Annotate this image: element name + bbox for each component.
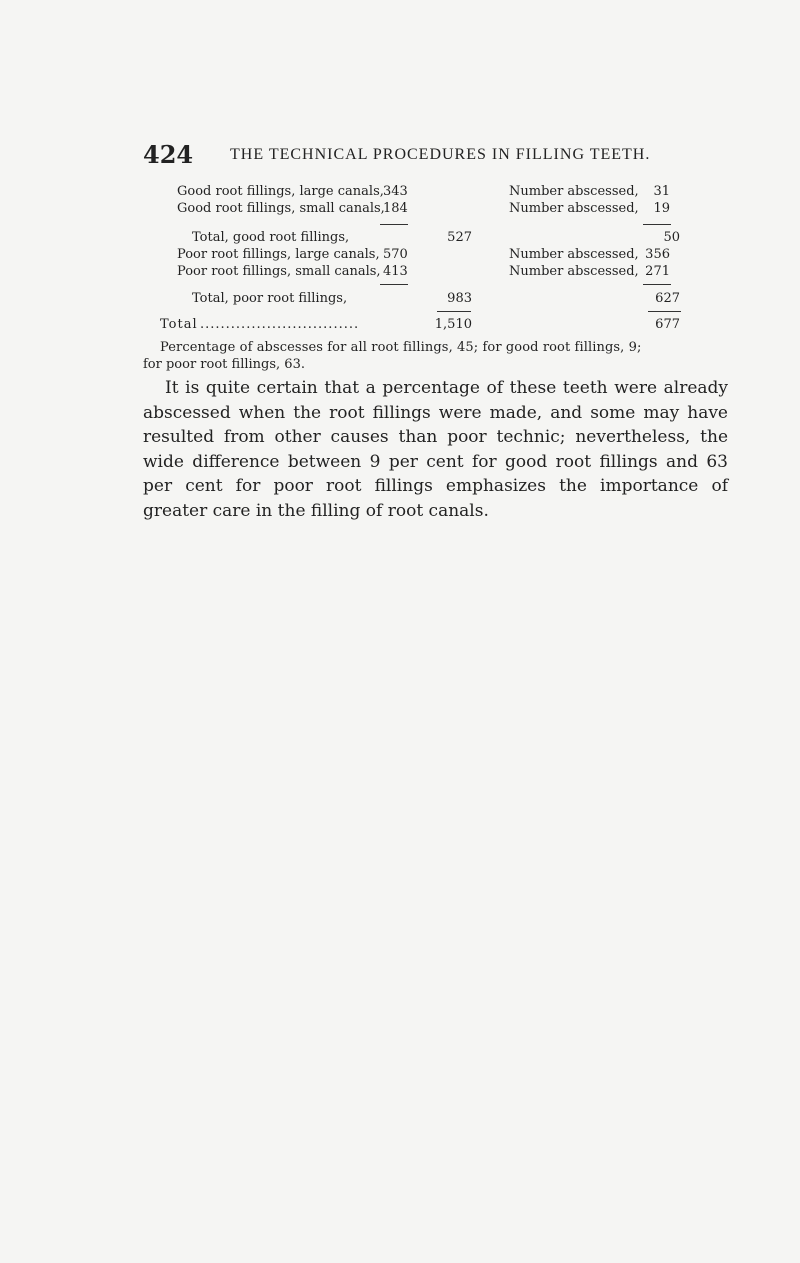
table-total-value: 983 xyxy=(447,291,472,306)
table-row-abscess-label: Number abscessed, xyxy=(509,201,639,216)
leader-dots: ............................... xyxy=(200,317,360,332)
table-row-count: 184 xyxy=(383,201,408,216)
sum-rule xyxy=(643,284,671,285)
percentage-note-line2: for poor root fillings, 63. xyxy=(143,357,305,372)
table-row-abscess-label: Number abscessed, xyxy=(509,247,639,262)
table-total-label: Total, poor root fillings, xyxy=(192,291,348,306)
table-row-abscess-count: 271 xyxy=(645,264,670,279)
page-number: 424 xyxy=(143,140,194,169)
sum-rule xyxy=(437,311,471,312)
table-row-abscess-label: Number abscessed, xyxy=(509,184,639,199)
body-paragraph-text: It is quite certain that a percentage of these teeth were already abscessed when the root fillings were made, and some may have resulted from other causes than poor technic; nevertheless, the wide difference between 9 per cent for good root fillings and 63 per cent for poor root fillings emphasizes the importance of greater care in the filling of root canals. xyxy=(143,378,728,521)
table-row-count: 343 xyxy=(383,184,408,199)
body-paragraph xyxy=(143,376,728,523)
percentage-note-line1: Percentage of abscesses for all root fillings, 45; for good root fillings, 9; xyxy=(160,340,642,355)
table-total-abscessed: 50 xyxy=(663,230,680,245)
grand-total-label: Total xyxy=(160,317,198,332)
sum-rule xyxy=(648,311,681,312)
table-row-label: Poor root fillings, small canals, xyxy=(177,264,381,279)
table-total-value: 527 xyxy=(447,230,472,245)
table-total-abscessed: 627 xyxy=(655,291,680,306)
table-total-label: Total, good root fillings, xyxy=(192,230,350,245)
grand-total-value: 1,510 xyxy=(434,317,472,332)
table-row-abscess-count: 19 xyxy=(653,201,670,216)
grand-total-abscessed: 677 xyxy=(655,317,680,332)
sum-rule xyxy=(380,284,408,285)
table-row-label: Good root fillings, large canals, xyxy=(177,184,384,199)
running-title: THE TECHNICAL PROCEDURES IN FILLING TEETH. xyxy=(230,146,651,163)
table-row-count: 413 xyxy=(383,264,408,279)
table-row-abscess-count: 31 xyxy=(653,184,670,199)
table-row-label: Good root fillings, small canals, xyxy=(177,201,385,216)
table-row-label: Poor root fillings, large canals, xyxy=(177,247,380,262)
table-row-abscess-label: Number abscessed, xyxy=(509,264,639,279)
sum-rule xyxy=(643,224,671,225)
sum-rule xyxy=(380,224,408,225)
table-row-abscess-count: 356 xyxy=(645,247,670,262)
table-row-count: 570 xyxy=(383,247,408,262)
